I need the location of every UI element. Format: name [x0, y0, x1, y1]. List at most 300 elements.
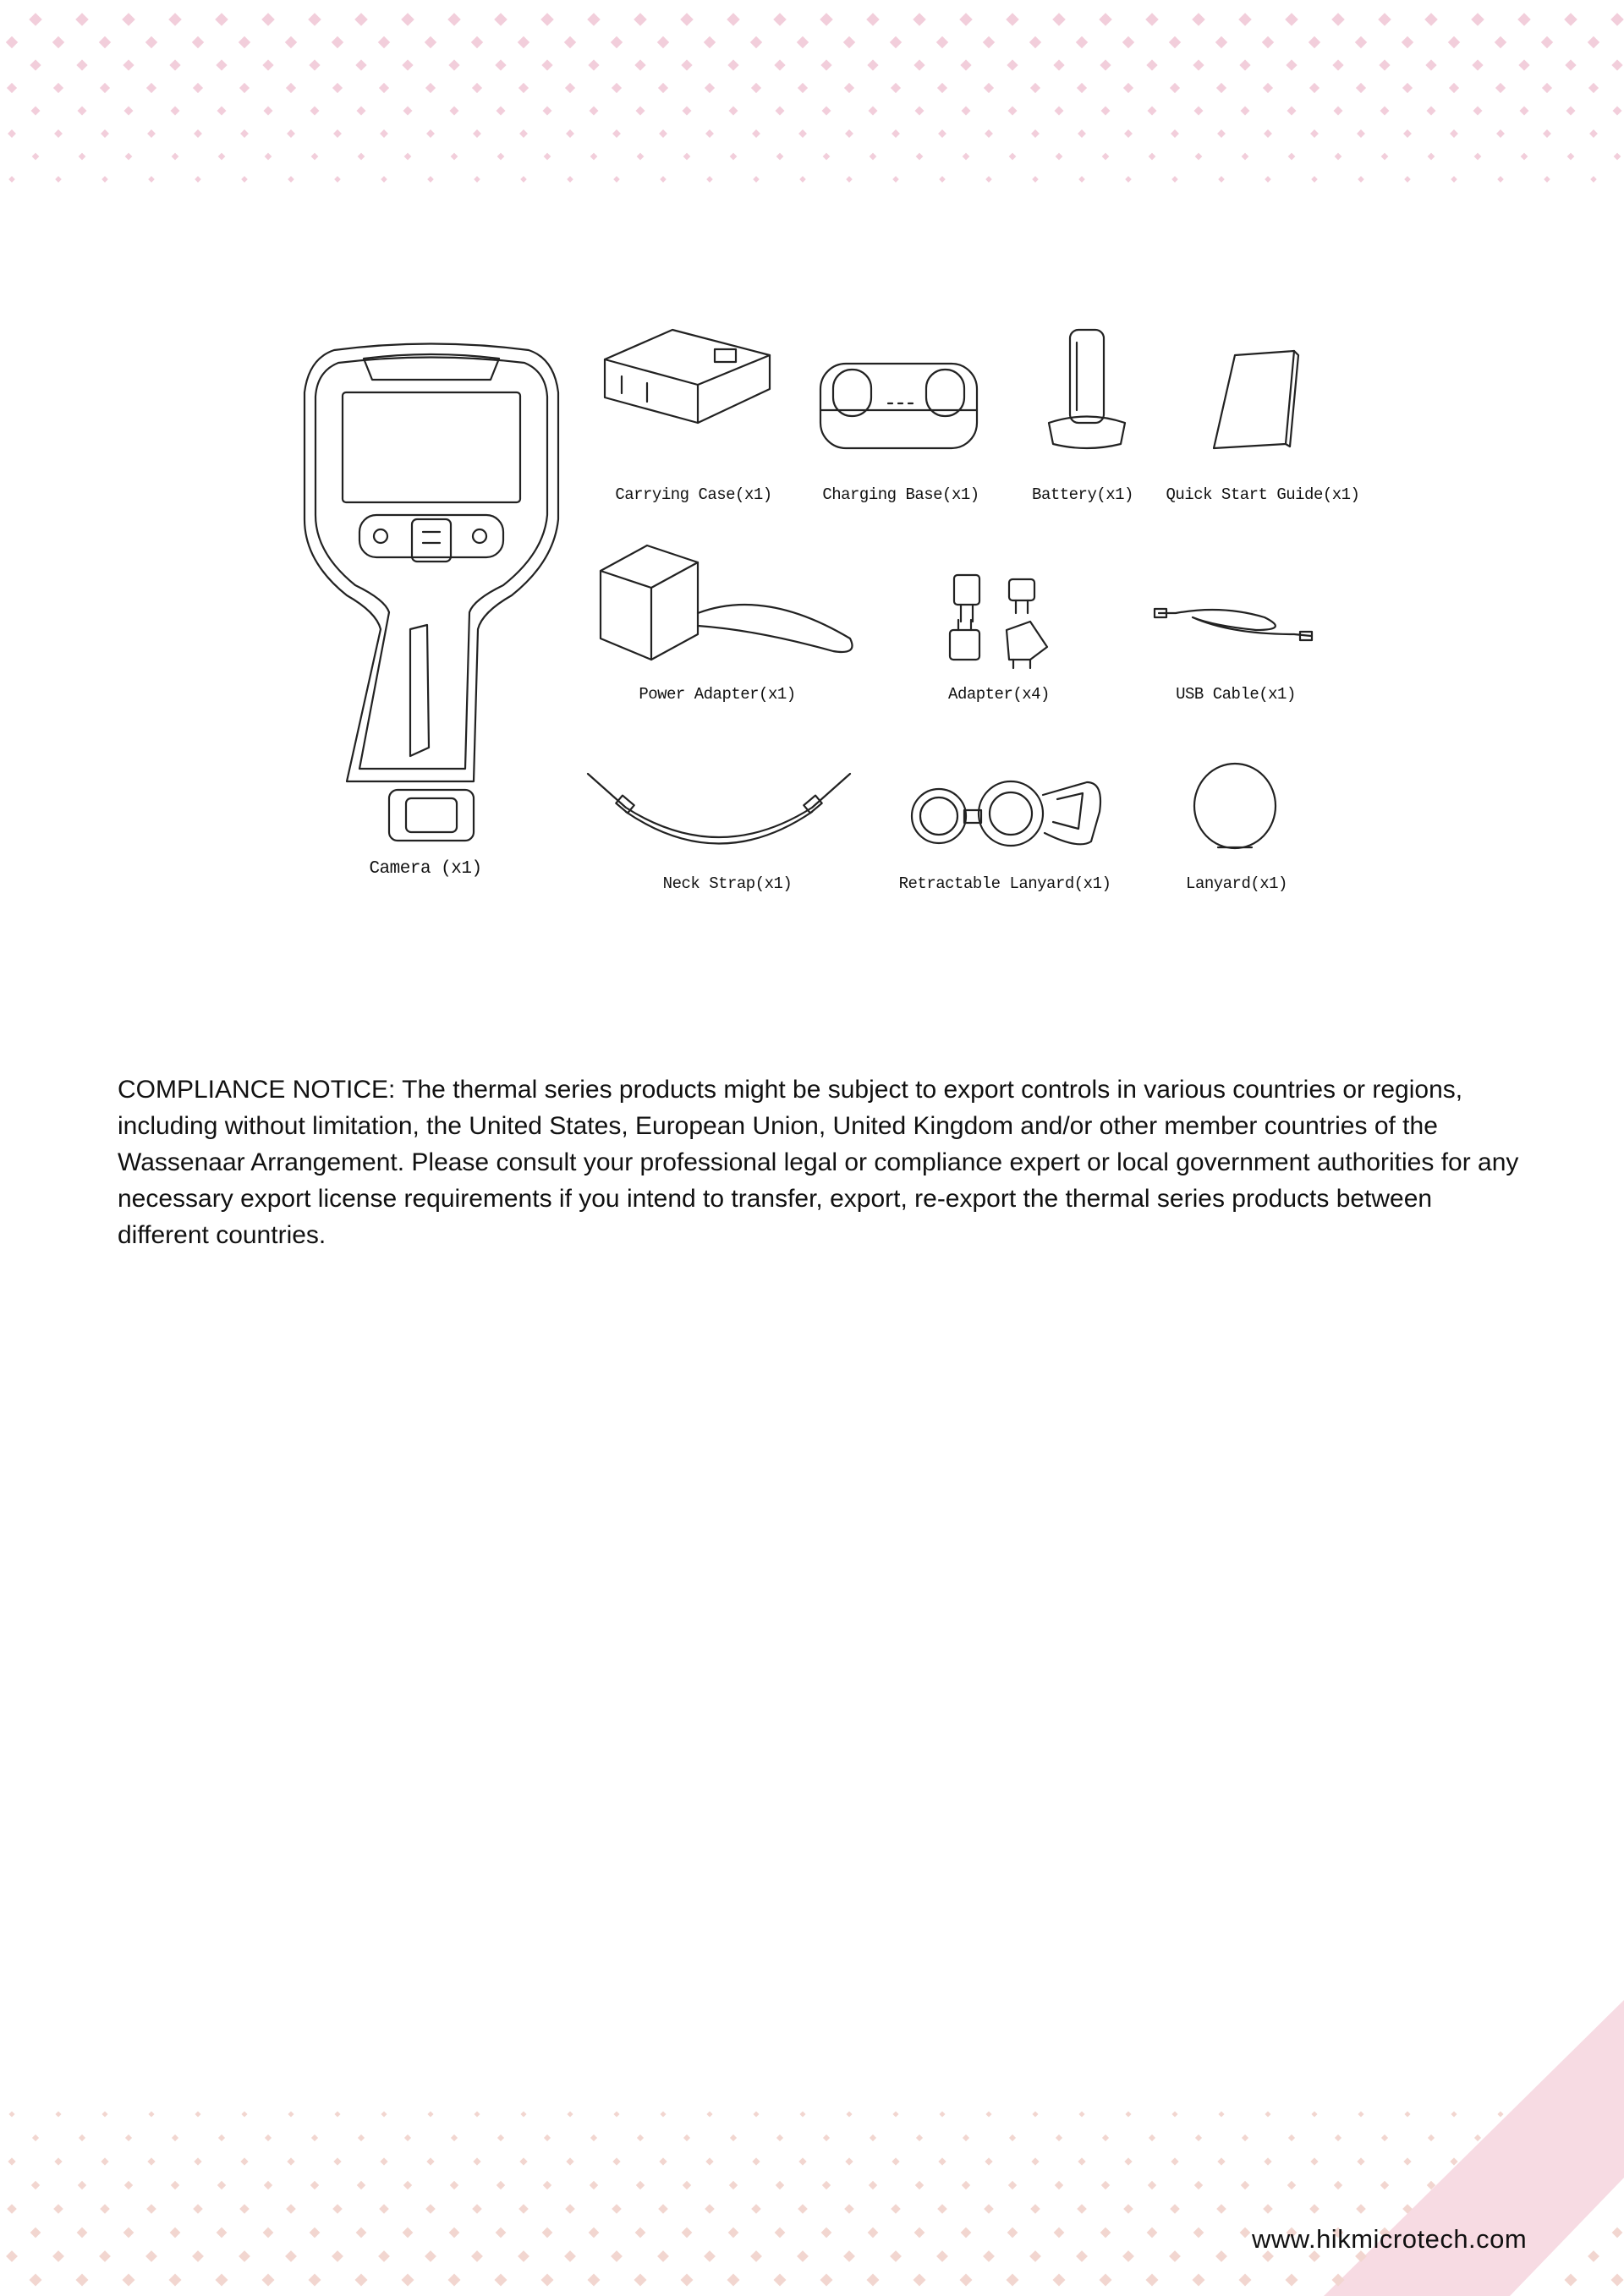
diamond-dot: [1332, 59, 1343, 70]
diamond-dot: [449, 106, 458, 115]
diamond-dot: [451, 153, 458, 161]
diamond-dot: [960, 2274, 973, 2287]
diamond-dot: [55, 2111, 61, 2117]
diamond-dot: [287, 129, 295, 138]
diamond-dot: [1287, 106, 1296, 115]
diamond-dot: [358, 153, 365, 161]
diamond-dot: [241, 2111, 247, 2117]
diamond-dot: [682, 2228, 693, 2238]
diamond-dot: [1170, 83, 1180, 93]
diamond-dot: [1521, 153, 1528, 161]
diamond-dot: [332, 2204, 343, 2214]
diamond-dot: [1240, 106, 1249, 115]
diamond-dot: [587, 13, 601, 26]
diamond-dot: [473, 129, 481, 138]
diamond-dot: [379, 2204, 389, 2214]
diamond-dot: [495, 2274, 508, 2287]
label-quick-start-guide: Quick Start Guide(x1): [1166, 485, 1360, 504]
diamond-dot: [1056, 2134, 1062, 2141]
diamond-dot: [1496, 129, 1505, 138]
diamond-dot: [657, 2250, 669, 2262]
diamond-dot: [1310, 129, 1319, 138]
diamond-dot: [1472, 59, 1483, 70]
diamond-dot: [1124, 129, 1133, 138]
diamond-dot: [589, 2228, 600, 2238]
diamond-dot: [820, 2274, 833, 2287]
diamond-dot: [1265, 2111, 1270, 2117]
diamond-dot: [635, 106, 645, 115]
diamond-dot: [775, 2228, 786, 2238]
diamond-dot: [449, 2228, 460, 2238]
diamond-dot: [263, 2228, 274, 2238]
diamond-dot: [30, 59, 41, 70]
label-lanyard: Lanyard(x1): [1186, 874, 1287, 893]
diamond-dot: [1334, 2181, 1342, 2189]
diamond-dot: [102, 176, 108, 183]
diamond-dot: [984, 2204, 994, 2214]
diamond-dot: [1169, 2250, 1181, 2262]
diamond-dot: [1265, 176, 1271, 183]
diamond-dot: [1495, 36, 1506, 48]
diamond-dot: [821, 106, 831, 115]
diamond-dot: [265, 2134, 272, 2141]
diamond-dot: [1171, 129, 1179, 138]
diamond-dot: [403, 106, 412, 115]
diamond-dot: [1451, 176, 1457, 183]
diamond-dot: [730, 2134, 737, 2141]
diamond-dot: [75, 13, 89, 26]
diamond-dot: [148, 2111, 154, 2117]
diamond-dot: [1053, 2274, 1066, 2287]
diamond-dot: [1216, 2204, 1226, 2214]
diamond-dot: [6, 36, 18, 48]
diamond-dot: [1567, 153, 1575, 161]
diamond-dot: [820, 59, 831, 70]
diamond-dot: [451, 2134, 458, 2141]
diamond-dot: [1358, 176, 1364, 183]
diamond-dot: [1032, 2111, 1038, 2117]
diamond-dot: [751, 83, 761, 93]
diamond-dot: [1169, 36, 1181, 48]
diamond-dot: [985, 2111, 991, 2117]
diamond-dot: [193, 83, 203, 93]
diamond-dot: [660, 2111, 666, 2117]
diamond-dot: [332, 2250, 343, 2262]
diamond-dot: [518, 83, 529, 93]
diamond-dot: [169, 59, 180, 70]
diamond-dot: [147, 2157, 155, 2165]
diamond-dot: [798, 2204, 808, 2214]
diamond-dot: [1381, 2134, 1388, 2141]
diamond-dot: [612, 2204, 622, 2214]
diamond-dot: [1378, 13, 1391, 26]
diamond-dot: [659, 2157, 667, 2165]
diamond-dot: [99, 36, 111, 48]
diamond-dot: [1242, 153, 1249, 161]
diamond-dot: [1240, 2228, 1251, 2238]
diamond-dot: [774, 2274, 787, 2287]
diamond-dot: [890, 36, 902, 48]
diamond-dot: [590, 2134, 597, 2141]
diamond-dot: [1611, 2274, 1624, 2287]
diamond-dot: [590, 2181, 598, 2189]
diamond-dot: [1146, 2274, 1159, 2287]
diamond-dot: [1448, 36, 1460, 48]
diamond-dot: [541, 59, 552, 70]
diamond-dot: [124, 2181, 133, 2189]
diamond-dot: [425, 36, 436, 48]
diamond-dot: [1030, 2204, 1040, 2214]
diamond-dot: [843, 2250, 855, 2262]
diamond-dot: [239, 2250, 250, 2262]
diamond-dot: [870, 153, 877, 161]
diamond-dot: [332, 83, 343, 93]
diamond-dot: [936, 2250, 948, 2262]
diamond-dot: [823, 153, 831, 161]
diamond-dot: [588, 59, 599, 70]
diamond-dot: [1518, 59, 1529, 70]
diamond-dot: [776, 2134, 783, 2141]
diamond-dot: [427, 2111, 433, 2117]
diamond-dot: [218, 2134, 225, 2141]
diamond-dot: [146, 83, 156, 93]
diamond-dot: [914, 2274, 926, 2287]
diamond-dot: [846, 176, 853, 183]
diamond-dot: [985, 2157, 992, 2165]
diamond-dot: [1541, 36, 1553, 48]
diamond-dot: [960, 59, 971, 70]
diamond-dot: [937, 2204, 947, 2214]
diamond-dot: [215, 13, 228, 26]
diamond-dot: [1471, 13, 1484, 26]
diamond-dot: [425, 83, 436, 93]
diamond-dot: [518, 36, 529, 48]
diamond-dot: [1497, 2111, 1503, 2117]
diamond-dot: [216, 59, 227, 70]
diamond-dot: [216, 2274, 228, 2287]
diamond-dot: [797, 2250, 809, 2262]
diamond-dot: [750, 2250, 762, 2262]
diamond-dot: [1311, 176, 1318, 183]
diamond-dot: [309, 59, 320, 70]
diamond-dot: [1264, 2157, 1271, 2165]
diamond-dot: [52, 36, 64, 48]
diamond-dot: [425, 2204, 436, 2214]
diamond-dot: [171, 2181, 179, 2189]
diamond-dot: [1124, 2157, 1132, 2165]
diamond-dot: [1612, 2228, 1623, 2238]
diamond-dot: [241, 176, 248, 183]
diamond-dot: [799, 2111, 805, 2117]
diamond-dot: [31, 2181, 40, 2189]
diamond-dot: [425, 2250, 436, 2262]
diamond-dot: [472, 2204, 482, 2214]
diamond-dot: [892, 2157, 899, 2165]
diamond-dot: [380, 129, 388, 138]
diamond-dot: [100, 2204, 110, 2214]
diamond-dot: [729, 2181, 738, 2189]
diamond-dot: [518, 2204, 529, 2214]
diamond-dot: [122, 13, 135, 26]
diamond-dot: [1054, 2228, 1065, 2238]
diamond-dot: [1194, 2181, 1203, 2189]
diamond-dot: [637, 2134, 644, 2141]
diamond-dot: [495, 59, 506, 70]
diamond-dot: [426, 2157, 434, 2165]
diamond-dot: [844, 83, 854, 93]
diamond-dot: [1217, 129, 1226, 138]
diamond-dot: [775, 106, 784, 115]
diamond-dot: [1215, 2250, 1227, 2262]
carrying-case-illustration: [596, 326, 774, 431]
diamond-dot: [1147, 2228, 1158, 2238]
diamond-dot: [706, 2111, 712, 2117]
diamond-dot: [682, 106, 691, 115]
diamond-dot: [7, 2204, 17, 2214]
diamond-dot: [192, 36, 204, 48]
diamond-dot: [1122, 2250, 1134, 2262]
diamond-dot: [752, 129, 760, 138]
diamond-dot: [869, 2181, 877, 2189]
diamond-dot: [402, 59, 413, 70]
diamond-dot: [450, 2181, 458, 2189]
diamond-dot: [239, 83, 250, 93]
diamond-dot: [658, 2204, 668, 2214]
diamond-dot: [1076, 2250, 1088, 2262]
diamond-dot: [471, 36, 483, 48]
diamond-dot: [1311, 2111, 1317, 2117]
diamond-dot: [310, 106, 319, 115]
diamond-dot: [821, 2228, 832, 2238]
diamond-dot: [730, 153, 738, 161]
diamond-dot: [1125, 2111, 1131, 2117]
diamond-dot: [1029, 2250, 1041, 2262]
diamond-dot: [1008, 2181, 1017, 2189]
diamond-dot: [1100, 2274, 1112, 2287]
diamond-dot: [520, 2111, 526, 2117]
diamond-dot: [1451, 2111, 1457, 2117]
diamond-dot: [728, 106, 738, 115]
diamond-dot: [403, 2181, 412, 2189]
diamond-dot: [1286, 59, 1297, 70]
diamond-dot: [636, 2181, 645, 2189]
diamond-dot: [217, 2181, 226, 2189]
diamond-dot: [564, 2250, 576, 2262]
diamond-dot: [403, 2228, 414, 2238]
diamond-dot: [401, 13, 414, 26]
diamond-dot: [634, 59, 645, 70]
diamond-dot: [1030, 83, 1040, 93]
diamond-dot: [867, 2274, 880, 2287]
diamond-dot: [845, 2157, 853, 2165]
diamond-dot: [1125, 176, 1132, 183]
diamond-dot: [1495, 83, 1506, 93]
diamond-dot: [750, 36, 762, 48]
diamond-dot: [448, 2274, 461, 2287]
diamond-dot: [1032, 176, 1039, 183]
diamond-dot: [611, 36, 623, 48]
diamond-dot: [681, 2274, 694, 2287]
diamond-dot: [263, 106, 272, 115]
diamond-dot: [1100, 59, 1111, 70]
diamond-dot: [1216, 83, 1226, 93]
diamond-dot: [823, 2134, 830, 2141]
diamond-dot: [54, 129, 63, 138]
diamond-dot: [1331, 13, 1345, 26]
diamond-dot: [1611, 59, 1622, 70]
diamond-dot: [1612, 106, 1621, 115]
diamond-dot: [1007, 2274, 1019, 2287]
diamond-dot: [53, 83, 63, 93]
diamond-dot: [32, 153, 40, 161]
diamond-dot: [1310, 2157, 1318, 2165]
diamond-dot: [1078, 129, 1086, 138]
diamond-dot: [798, 129, 807, 138]
diamond-dot: [544, 153, 551, 161]
diamond-dot: [1610, 13, 1624, 26]
diamond-dot: [589, 106, 598, 115]
diamond-dot: [193, 2204, 203, 2214]
diamond-dot: [1218, 176, 1225, 183]
diamond-dot: [1147, 106, 1156, 115]
diamond-dot: [1102, 153, 1110, 161]
diamond-dot: [53, 2204, 63, 2214]
diamond-dot: [1077, 2204, 1087, 2214]
diamond-dot: [125, 153, 133, 161]
diamond-dot: [474, 176, 480, 183]
diamond-dot: [1380, 2181, 1389, 2189]
diamond-dot: [1287, 2181, 1296, 2189]
diamond-dot: [1102, 2134, 1109, 2141]
diamond-dot: [30, 106, 40, 115]
diamond-dot: [985, 129, 993, 138]
diamond-dot: [1007, 59, 1018, 70]
diamond-dot: [168, 13, 182, 26]
diamond-dot: [8, 129, 16, 138]
diamond-dot: [355, 2274, 368, 2287]
diamond-dot: [1076, 36, 1088, 48]
diamond-dot: [1031, 129, 1040, 138]
diamond-dot: [657, 36, 669, 48]
diamond-dot: [1263, 2204, 1273, 2214]
diamond-dot: [843, 36, 855, 48]
diamond-dot: [1195, 2134, 1202, 2141]
diamond-dot: [680, 13, 694, 26]
diamond-dot: [1264, 129, 1272, 138]
diamond-dot: [914, 59, 924, 70]
diamond-dot: [76, 59, 87, 70]
diamond-dot: [1029, 36, 1041, 48]
diamond-dot: [261, 13, 275, 26]
diamond-dot: [1193, 2228, 1204, 2238]
camera-illustration: [300, 342, 562, 853]
diamond-dot: [100, 83, 110, 93]
diamond-dot: [1286, 2274, 1298, 2287]
diamond-dot: [681, 59, 692, 70]
diamond-dot: [123, 106, 133, 115]
diamond-dot: [519, 2157, 527, 2165]
diamond-dot: [658, 83, 668, 93]
diamond-dot: [567, 176, 573, 183]
diamond-dot: [1007, 106, 1017, 115]
diamond-dot: [520, 176, 527, 183]
diamond-dot: [147, 129, 156, 138]
diamond-dot: [172, 153, 179, 161]
diamond-dot: [1193, 106, 1203, 115]
diamond-dot: [404, 153, 412, 161]
power-adapter-illustration: [596, 537, 859, 668]
label-retractable-lanyard: Retractable Lanyard(x1): [898, 874, 1111, 893]
diamond-dot: [705, 83, 715, 93]
diamond-dot: [1055, 2181, 1063, 2189]
diamond-dot: [985, 176, 992, 183]
diamond-dot: [99, 2250, 111, 2262]
diamond-dot: [938, 129, 946, 138]
diamond-dot: [1077, 83, 1087, 93]
diamond-dot: [1335, 153, 1342, 161]
diamond-dot: [447, 13, 461, 26]
diamond-dot: [1123, 83, 1133, 93]
diamond-dot: [518, 2250, 529, 2262]
diamond-dot: [544, 2134, 551, 2141]
diamond-dot: [8, 2157, 15, 2165]
diamond-dot: [936, 36, 948, 48]
diamond-dot: [123, 2274, 135, 2287]
diamond-dot: [378, 36, 390, 48]
retractable-lanyard-illustration: [909, 778, 1112, 854]
diamond-dot: [1100, 106, 1110, 115]
diamond-dot: [30, 2274, 42, 2287]
website-link[interactable]: www.hikmicrotech.com: [1252, 2224, 1528, 2254]
diamond-dot: [473, 2157, 480, 2165]
diamond-dot: [540, 13, 554, 26]
diamond-dot: [1123, 2204, 1133, 2214]
diamond-dot: [1565, 59, 1576, 70]
diamond-dot: [890, 2250, 902, 2262]
diamond-dot: [288, 176, 294, 183]
diamond-dot: [1424, 13, 1438, 26]
diamond-dot: [333, 2157, 341, 2165]
diamond-dot: [1614, 153, 1621, 161]
diamond-dot: [76, 2274, 89, 2287]
diamond-dot: [380, 2157, 387, 2165]
diamond-dot: [705, 2157, 713, 2165]
diamond-dot: [402, 2274, 414, 2287]
diamond-dot: [1309, 2204, 1320, 2214]
diamond-dot: [1474, 2134, 1481, 2141]
diamond-dot: [567, 2111, 573, 2117]
diamond-dot: [1519, 106, 1528, 115]
diamond-dot: [1006, 13, 1019, 26]
diamond-dot: [170, 106, 179, 115]
diamond-dot: [217, 2228, 228, 2238]
diamond-dot: [1193, 2274, 1205, 2287]
diamond-dot: [1588, 83, 1599, 93]
diamond-dot: [239, 2204, 250, 2214]
diamond-dot: [358, 2134, 365, 2141]
diamond-dot: [727, 59, 738, 70]
compliance-notice: COMPLIANCE NOTICE: The thermal series products might be subject to export controls in various countries or regions, including without limitation, the United States, European Union, United Kingdom and/or other member countries of the Wassenaar Arrangement. Please consult your professional legal or compliance expert or local government authorities for any necessary export license requirements if you intend to transfer, export, re-export the thermal series products between different countries.: [118, 1076, 1519, 1249]
diamond-dot: [984, 83, 994, 93]
diamond-dot: [1333, 106, 1342, 115]
diamond-dot: [356, 2228, 367, 2238]
diamond-dot: [1171, 176, 1178, 183]
diamond-dot: [1009, 2134, 1016, 2141]
diamond-dot: [1402, 36, 1413, 48]
diamond-dot: [1403, 129, 1412, 138]
diamond-dot: [892, 129, 900, 138]
diamond-dot: [916, 153, 924, 161]
